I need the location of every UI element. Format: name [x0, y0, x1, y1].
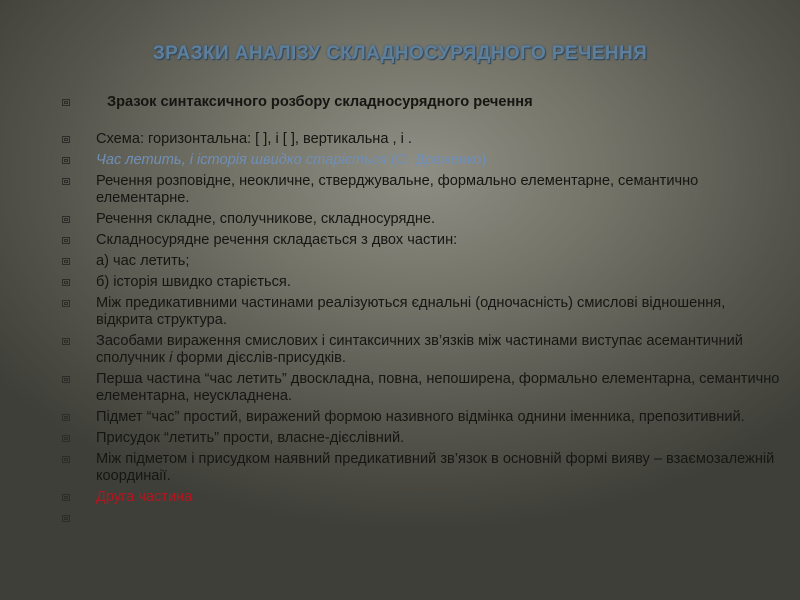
list-item-text: б) історія швидко старіється.: [96, 274, 291, 290]
square-bullet-icon: [62, 435, 70, 442]
list-item: [62, 173, 782, 207]
square-bullet-icon: [62, 136, 70, 143]
list-item: [62, 409, 782, 426]
square-bullet-icon: [62, 237, 70, 244]
list-item: [62, 295, 782, 329]
subtitle-text: Зразок синтаксичного розбору складносурядного речення: [107, 94, 533, 110]
list-item-text: Між предикативними частинами реалізуються єднальні (одночасність) смислові відношення, відкрита структура.: [96, 295, 726, 328]
list-item: [62, 131, 782, 148]
square-bullet-icon: [62, 300, 70, 307]
square-bullet-icon: [62, 178, 70, 185]
list-item-empty: [62, 510, 782, 527]
slide-title: ЗРАЗКИ АНАЛІЗУ СКЛАДНОСУРЯДНОГО РЕЧЕННЯ: [152, 43, 648, 64]
square-bullet-icon: [62, 456, 70, 463]
list-item-text: Перша частина “час летить” двоскладна, повна, непоширена, формально елементарна, семантично елементарна, неускладнена.: [96, 371, 780, 404]
list-item-text: Між підметом і присудком наявний предикативний зв’язок в основній формі вияву – взаємозалежній координаії.: [96, 451, 775, 484]
square-bullet-icon: [62, 376, 70, 383]
list-item: [62, 371, 782, 405]
bullet-list: [62, 94, 782, 531]
example-sentence: Час летить, і історія швидко старіється: [96, 152, 387, 168]
list-item: [62, 274, 782, 291]
list-item-text: Підмет “час” простий, виражений формою називного відмінка однини іменника, препозитивний.: [96, 409, 745, 425]
list-item: [62, 152, 782, 169]
list-item-text: Засобами вираження смислових і синтаксичних зв’язків між частинами виступає асемантичний сполучник: [96, 333, 743, 366]
list-item: [62, 333, 782, 367]
second-part-heading: Друга частина: [96, 489, 193, 505]
list-item-text: Складносурядне речення складається з двох частин:: [96, 232, 458, 248]
square-bullet-icon: [62, 157, 70, 164]
example-author: (О. Довженко): [386, 152, 487, 168]
list-item: [62, 253, 782, 270]
list-item: [62, 94, 782, 111]
list-item-text: Речення складне, сполучникове, складносурядне.: [96, 211, 436, 227]
list-item: [62, 489, 782, 506]
list-item: [62, 430, 782, 447]
list-item-text: а) час летить;: [96, 253, 190, 269]
list-item-text: форми дієслів-присудків.: [172, 350, 346, 366]
square-bullet-icon: [62, 338, 70, 345]
list-item-text: Присудок “летить” прости, власне-дієслівний.: [96, 430, 405, 446]
list-item: [62, 451, 782, 485]
square-bullet-icon: [62, 414, 70, 421]
scheme-text: Схема: горизонтальна: [ ], і [ ], вертикальна , і .: [96, 131, 412, 147]
list-item: [62, 232, 782, 249]
list-item-text: Речення розповідне, неокличне, стверджувальне, формально елементарне, семантично елементарне.: [96, 173, 699, 206]
square-bullet-icon: [62, 216, 70, 223]
list-item: [62, 211, 782, 228]
square-bullet-icon: [62, 494, 70, 501]
conjunction-italic: і: [169, 350, 173, 366]
square-bullet-icon: [62, 99, 70, 106]
square-bullet-icon: [62, 279, 70, 286]
square-bullet-icon: [62, 258, 70, 265]
square-bullet-icon: [62, 515, 70, 522]
